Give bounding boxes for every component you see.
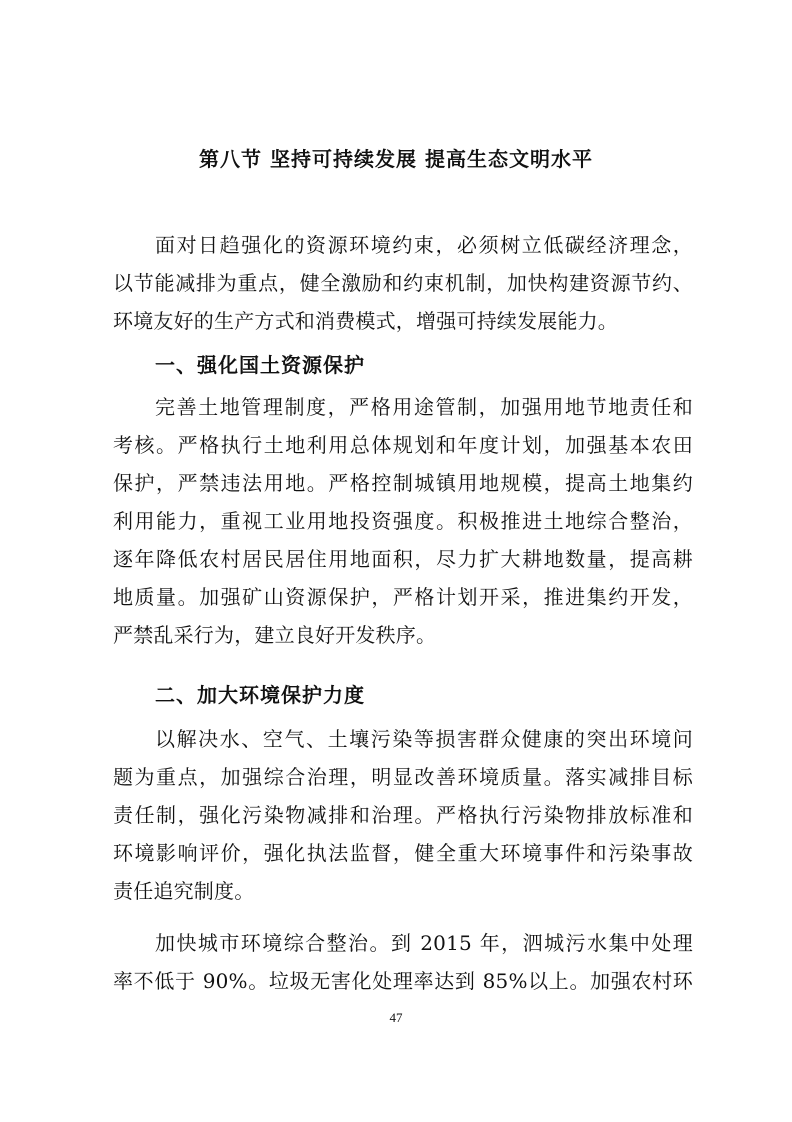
page-number: 47 — [389, 1010, 403, 1025]
paragraph-line: 逐年降低农村居民居住用地面积，尽力扩大耕地数量，提高耕 — [113, 547, 693, 571]
paragraph-line: 环境影响评价，强化执法监督，健全重大环境事件和污染事故 — [113, 841, 693, 865]
paragraph-line: 地质量。加强矿山资源保护，严格计划开采，推进集约开发， — [113, 585, 693, 609]
paragraph-line: 完善土地管理制度，严格用途管制，加强用地节地责任和 — [155, 395, 693, 419]
paragraph-line: 率不低于 90%。垃圾无害化处理率达到 85%以上。加强农村环 — [113, 969, 693, 993]
subsection-heading: 二、加大环境保护力度 — [155, 683, 365, 707]
section-title: 第八节 坚持可持续发展 提高生态文明水平 — [199, 147, 593, 171]
paragraph-line: 以节能减排为重点，健全激励和约束机制，加快构建资源节约、 — [113, 271, 693, 295]
paragraph-line: 题为重点，加强综合治理，明显改善环境质量。落实减排目标 — [113, 765, 693, 789]
paragraph-line: 环境友好的生产方式和消费模式，增强可持续发展能力。 — [113, 309, 618, 333]
paragraph-line: 以解决水、空气、土壤污染等损害群众健康的突出环境问 — [155, 727, 693, 751]
subsection-heading: 一、强化国土资源保护 — [155, 353, 365, 377]
paragraph-line: 考核。严格执行土地利用总体规划和年度计划，加强基本农田 — [113, 433, 693, 457]
paragraph-line: 面对日趋强化的资源环境约束，必须树立低碳经济理念， — [155, 233, 693, 257]
paragraph-line: 利用能力，重视工业用地投资强度。积极推进土地综合整治， — [113, 509, 693, 533]
paragraph-line: 加快城市环境综合整治。到 2015 年，泗城污水集中处理 — [155, 931, 693, 955]
paragraph-line: 严禁乱采行为，建立良好开发秩序。 — [113, 623, 437, 647]
paragraph-line: 保护，严禁违法用地。严格控制城镇用地规模，提高土地集约 — [113, 471, 693, 495]
paragraph-line: 责任追究制度。 — [113, 879, 255, 903]
paragraph-line: 责任制，强化污染物减排和治理。严格执行污染物排放标准和 — [113, 803, 693, 827]
